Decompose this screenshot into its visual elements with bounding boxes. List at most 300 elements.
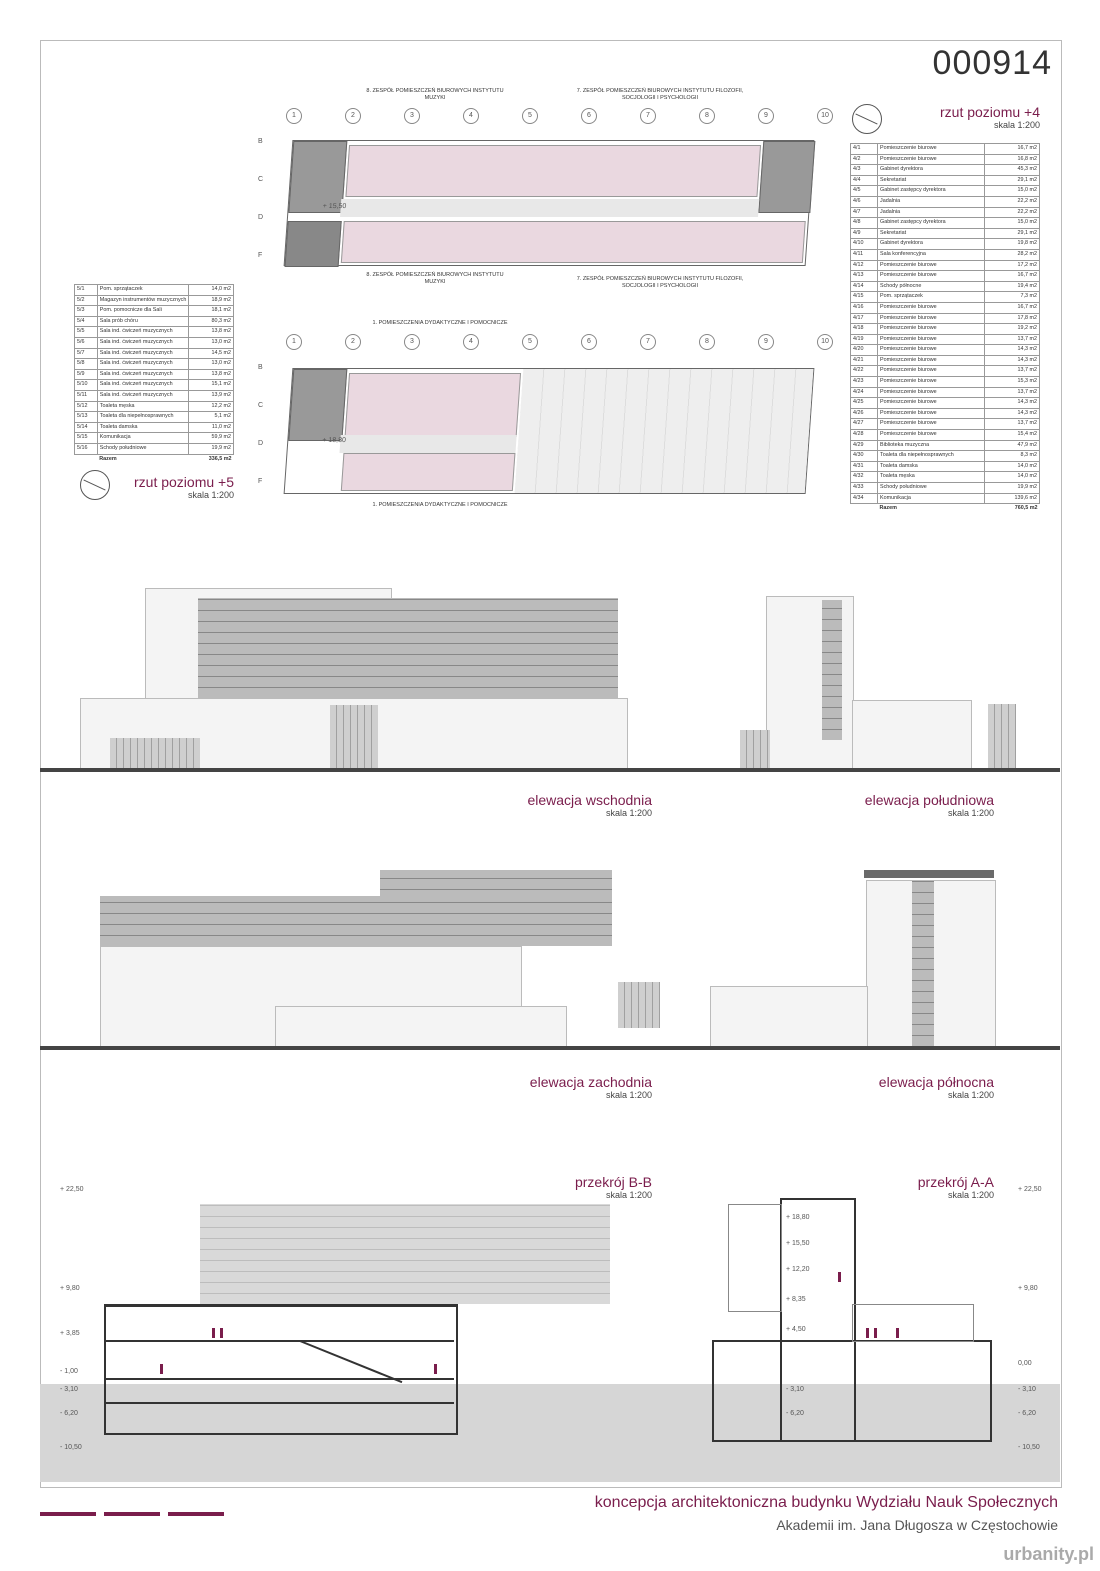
room-area: 19,4 m2: [985, 281, 1040, 292]
level-mark: + 15,50: [322, 203, 347, 210]
axis-marker: 2: [345, 108, 361, 124]
axis-marker: 1: [286, 108, 302, 124]
total-label: Razem: [879, 505, 897, 512]
room-number: 4/11: [851, 249, 878, 260]
axis-marker: 8: [699, 334, 715, 350]
background-volume: [852, 1304, 974, 1342]
room-area: 17,2 m2: [985, 260, 1040, 271]
room-row: [851, 218, 1040, 229]
room-table-5: [74, 284, 234, 464]
room-row: [851, 313, 1040, 324]
room-number: 4/26: [851, 408, 878, 419]
room-row: [851, 324, 1040, 335]
room-name: Jadalnia: [878, 196, 985, 207]
zone-label: 1. POMIESZCZENIA DYDAKTYCZNE I POMOCNICZE: [372, 320, 508, 326]
room-area: 18,1 m2: [189, 306, 234, 317]
room-name: Sala prób chóru: [97, 316, 189, 327]
footer-title: koncepcja architektoniczna budynku Wydziału Nauk Społecznych: [594, 1494, 1058, 1511]
top-floor-glazing: [380, 870, 612, 900]
elevation-north-caption: [760, 1074, 994, 1100]
roof-area: [515, 369, 814, 493]
room-name: Pomieszczenie biurowe: [878, 313, 985, 324]
room-name: Pomieszczenie biurowe: [878, 345, 985, 356]
room-row: [851, 472, 1040, 483]
level-marker: - 6,20: [60, 1410, 78, 1417]
axis-row-marker: C: [258, 176, 264, 183]
room-name: Pomieszczenie biurowe: [878, 260, 985, 271]
choir-hall: [345, 373, 521, 437]
room-number: 4/5: [851, 186, 878, 197]
section-aa-caption: [760, 1174, 994, 1200]
room-area: 59,9 m2: [189, 433, 234, 444]
room-name: Pomieszczenie biurowe: [878, 144, 985, 155]
room-number: 5/16: [75, 443, 98, 454]
room-area: 13,0 m2: [189, 359, 234, 370]
room-area: 16,8 m2: [985, 154, 1040, 165]
room-row: [851, 292, 1040, 303]
room-row: [75, 390, 234, 401]
room-area: 13,7 m2: [985, 387, 1040, 398]
axis-marker: 7: [640, 334, 656, 350]
room-name: Komunikacja: [97, 433, 189, 444]
room-row: [75, 433, 234, 444]
room-name: Pomieszczenie biurowe: [878, 366, 985, 377]
room-number: 4/19: [851, 334, 878, 345]
total-row: [75, 454, 234, 464]
room-name: Jadalnia: [878, 207, 985, 218]
room-number: 4/18: [851, 324, 878, 335]
room-area: 29,1 m2: [985, 228, 1040, 239]
room-number: 4/34: [851, 493, 878, 504]
room-number: 4/15: [851, 292, 878, 303]
section-bb-caption: [400, 1174, 652, 1200]
background-facade: [200, 1204, 610, 1304]
axis-marker: 6: [581, 334, 597, 350]
level-marker: - 10,50: [1018, 1444, 1040, 1451]
room-row: [851, 334, 1040, 345]
axis-marker: 2: [345, 334, 361, 350]
room-number: 4/2: [851, 154, 878, 165]
axis-marker: 8: [699, 108, 715, 124]
room-name: Sala ind. ćwiczeń muzycznych: [97, 390, 189, 401]
room-number: 4/23: [851, 377, 878, 388]
room-number: 5/9: [75, 369, 98, 380]
plan5-title: rzut poziomu +5: [134, 474, 234, 490]
room-area: 28,2 m2: [985, 249, 1040, 260]
room-row: [851, 196, 1040, 207]
room-row: [851, 165, 1040, 176]
room-name: Pomieszczenie biurowe: [878, 419, 985, 430]
room-area: 11,0 m2: [189, 422, 234, 433]
room-area: 29,1 m2: [985, 175, 1040, 186]
room-row: [851, 419, 1040, 430]
room-name: Schody południowe: [878, 483, 985, 494]
section-title: przekrój B-B: [574, 1174, 652, 1190]
room-row: [851, 440, 1040, 451]
room-name: Sala ind. ćwiczeń muzycznych: [97, 337, 189, 348]
room-area: 80,3 m2: [189, 316, 234, 327]
room-row: [851, 408, 1040, 419]
room-row: [851, 387, 1040, 398]
elevation-scale: skala 1:200: [605, 1090, 652, 1100]
room-number: 4/30: [851, 451, 878, 462]
axis-row-marker: F: [258, 478, 263, 485]
axis-row-marker: B: [258, 138, 263, 145]
plan4-scale: skala 1:200: [993, 120, 1040, 130]
room-name: Schody południowe: [97, 443, 189, 454]
room-row: [75, 316, 234, 327]
elevation-title: elewacja północna: [878, 1074, 994, 1090]
level-marker: + 15,50: [786, 1240, 810, 1247]
axis-marker: 3: [404, 334, 420, 350]
room-row: [75, 327, 234, 338]
room-row: [75, 295, 234, 306]
room-area: 14,5 m2: [189, 348, 234, 359]
room-area: 14,3 m2: [985, 355, 1040, 366]
elevation-south-caption: [760, 792, 994, 818]
room-number: 5/6: [75, 337, 98, 348]
room-row: [851, 430, 1040, 441]
floor-plan-5: [284, 368, 815, 494]
tower-glazing: [912, 880, 934, 1046]
axis-marker: 5: [522, 108, 538, 124]
room-row: [851, 260, 1040, 271]
room-name: Sala ind. ćwiczeń muzycznych: [97, 380, 189, 391]
room-area: 22,2 m2: [985, 207, 1040, 218]
room-area: 14,3 m2: [985, 398, 1040, 409]
slab: [104, 1340, 454, 1342]
room-name: Biblioteka muzyczna: [878, 440, 985, 451]
level-marker: + 22,50: [1018, 1186, 1042, 1193]
total-area: 760,5 m2: [1014, 505, 1038, 512]
room-number: 4/10: [851, 239, 878, 250]
room-name: Toaleta dla niepełnosprawnych: [878, 451, 985, 462]
room-name: Pomieszczenie biurowe: [878, 408, 985, 419]
room-number: 5/3: [75, 306, 98, 317]
level-marker: - 6,20: [786, 1410, 804, 1417]
room-name: Schody północne: [878, 281, 985, 292]
room-name: Pomieszczenie biurowe: [878, 355, 985, 366]
room-number: 4/7: [851, 207, 878, 218]
elevation-title: elewacja południowa: [864, 792, 994, 808]
room-number: 4/13: [851, 271, 878, 282]
level-marker: - 10,50: [60, 1444, 82, 1451]
room-number: 5/11: [75, 390, 98, 401]
cantilever: [618, 982, 660, 1028]
plan5-scale: skala 1:200: [187, 490, 234, 500]
podium-section: [712, 1340, 992, 1442]
glass-facade: [198, 598, 618, 698]
room-number: 5/12: [75, 401, 98, 412]
room-area: 19,9 m2: [985, 483, 1040, 494]
room-number: 4/32: [851, 472, 878, 483]
axis-row-marker: F: [258, 252, 263, 259]
room-row: [75, 443, 234, 454]
room-area: 13,7 m2: [985, 419, 1040, 430]
room-area: 13,0 m2: [189, 337, 234, 348]
room-row: [851, 366, 1040, 377]
section-title: przekrój A-A: [917, 1174, 994, 1190]
elevation-title: elewacja zachodnia: [529, 1074, 652, 1090]
level-marker: + 4,50: [786, 1326, 806, 1333]
corridor: [340, 199, 759, 217]
footer-accent-bars: [40, 1503, 232, 1521]
room-area: 7,3 m2: [985, 292, 1040, 303]
ground-line: [40, 768, 1060, 772]
room-area: 16,7 m2: [985, 302, 1040, 313]
plan4-title: rzut poziomu +4: [940, 104, 1040, 120]
room-area: 13,7 m2: [985, 366, 1040, 377]
roof-frame: [864, 870, 994, 878]
room-number: 5/13: [75, 412, 98, 423]
zone-label: 1. POMIESZCZENIA DYDAKTYCZNE I POMOCNICZE: [372, 502, 508, 508]
podium: [710, 986, 868, 1048]
axis-marker: 6: [581, 108, 597, 124]
room-row: [851, 461, 1040, 472]
room-area: 17,8 m2: [985, 313, 1040, 324]
room-row: [75, 422, 234, 433]
room-number: 4/9: [851, 228, 878, 239]
room-name: Pomieszczenie biurowe: [878, 387, 985, 398]
room-area: 15,0 m2: [985, 186, 1040, 197]
room-area: 22,2 m2: [985, 196, 1040, 207]
axis-marker: 1: [286, 334, 302, 350]
axis-marker: 10: [817, 334, 833, 350]
room-row: [851, 345, 1040, 356]
total-area: 336,5 m2: [208, 455, 232, 462]
zone-label: 8. ZESPÓŁ POMIESZCZEŃ BIUROWYCH INSTYTUTU MUZYKI: [366, 272, 504, 285]
room-area: 13,9 m2: [189, 390, 234, 401]
room-row: [851, 493, 1040, 504]
room-number: 5/5: [75, 327, 98, 338]
room-number: 4/21: [851, 355, 878, 366]
room-area: 47,9 m2: [985, 440, 1040, 451]
room-row: [851, 144, 1040, 155]
room-number: 4/27: [851, 419, 878, 430]
axis-marker: 10: [817, 108, 833, 124]
room-row: [851, 398, 1040, 409]
level-marker: + 18,80: [786, 1214, 810, 1221]
room-row: [75, 306, 234, 317]
room-number: 4/16: [851, 302, 878, 313]
level-marker: - 6,20: [1018, 1410, 1036, 1417]
room-area: 15,0 m2: [985, 218, 1040, 229]
room-name: Toaleta męska: [97, 401, 189, 412]
human-figure: [866, 1328, 869, 1338]
room-number: 4/25: [851, 398, 878, 409]
level-marker: + 3,85: [60, 1330, 80, 1337]
practice-rooms: [341, 453, 516, 491]
room-row: [851, 451, 1040, 462]
elevation-east-caption: [400, 792, 652, 818]
room-area: 5,1 m2: [189, 412, 234, 423]
total-row: [851, 504, 1040, 514]
elevation-west-caption: [400, 1074, 652, 1100]
room-name: Pomieszczenie biurowe: [878, 324, 985, 335]
glass-stair: [330, 705, 378, 768]
glass-block: [740, 730, 770, 768]
human-figure: [160, 1364, 163, 1374]
room-number: 5/4: [75, 316, 98, 327]
room-row: [851, 302, 1040, 313]
level-marker: + 22,50: [60, 1186, 84, 1193]
room-name: Magazyn instrumentów muzycznych: [97, 295, 189, 306]
level-marker: + 8,35: [786, 1296, 806, 1303]
room-number: 4/20: [851, 345, 878, 356]
room-row: [75, 285, 234, 296]
room-row: [851, 271, 1040, 282]
room-number: 5/7: [75, 348, 98, 359]
room-row: [851, 355, 1040, 366]
room-name: Pomieszczenie biurowe: [878, 430, 985, 441]
room-area: 16,7 m2: [985, 144, 1040, 155]
axis-marker: 9: [758, 108, 774, 124]
zone-label: 8. ZESPÓŁ POMIESZCZEŃ BIUROWYCH INSTYTUTU MUZYKI: [366, 88, 504, 101]
room-area: 18,9 m2: [189, 295, 234, 306]
room-number: 4/17: [851, 313, 878, 324]
podium: [852, 700, 972, 770]
room-row: [851, 249, 1040, 260]
room-number: 4/22: [851, 366, 878, 377]
background-tower: [728, 1204, 782, 1312]
level-marker: + 12,20: [786, 1266, 810, 1273]
human-figure: [434, 1364, 437, 1374]
axis-row-marker: B: [258, 364, 263, 371]
level-mark: + 18,80: [322, 437, 347, 444]
human-figure: [874, 1328, 877, 1338]
room-area: 15,3 m2: [985, 377, 1040, 388]
room-row: [851, 175, 1040, 186]
room-name: Pomieszczenie biurowe: [878, 154, 985, 165]
room-area: 19,2 m2: [985, 324, 1040, 335]
room-area: 45,3 m2: [985, 165, 1040, 176]
office-row-south: [341, 221, 806, 263]
room-number: 5/2: [75, 295, 98, 306]
elevation-scale: skala 1:200: [605, 808, 652, 818]
section-scale: skala 1:200: [605, 1190, 652, 1200]
room-row: [851, 377, 1040, 388]
room-area: 14,0 m2: [189, 285, 234, 296]
room-number: 4/31: [851, 461, 878, 472]
room-name: Sala ind. ćwiczeń muzycznych: [97, 348, 189, 359]
room-name: Pomieszczenie biurowe: [878, 377, 985, 388]
room-name: Sala ind. ćwiczeń muzycznych: [97, 359, 189, 370]
room-row: [851, 228, 1040, 239]
room-table-4: [850, 143, 1040, 514]
room-number: 4/12: [851, 260, 878, 271]
room-row: [75, 359, 234, 370]
total-label: [75, 454, 98, 464]
room-number: 4/4: [851, 175, 878, 186]
podium: [275, 1006, 567, 1048]
section-scale: skala 1:200: [947, 1190, 994, 1200]
axis-marker: 9: [758, 334, 774, 350]
room-name: Pom. sprzątaczek: [97, 285, 189, 296]
glass-facade: [100, 896, 612, 946]
room-name: Toaleta męska: [878, 472, 985, 483]
room-name: Sala konferencyjna: [878, 249, 985, 260]
level-marker: + 9,80: [1018, 1285, 1038, 1292]
room-name: Sala ind. ćwiczeń muzycznych: [97, 327, 189, 338]
glass-entrance: [110, 738, 200, 768]
room-name: Toaleta damska: [878, 461, 985, 472]
total-label: [851, 504, 878, 514]
glass-block: [988, 704, 1016, 768]
room-row: [75, 412, 234, 423]
office-row-north: [345, 145, 761, 197]
section-cut: [104, 1304, 458, 1435]
human-figure: [896, 1328, 899, 1338]
room-area: 14,3 m2: [985, 345, 1040, 356]
axis-row-marker: D: [258, 214, 264, 221]
axis-marker: 5: [522, 334, 538, 350]
level-marker: - 3,10: [1018, 1386, 1036, 1393]
axis-marker: 4: [463, 108, 479, 124]
room-row: [851, 154, 1040, 165]
plan4-title-block: [860, 104, 1040, 130]
footer-subtitle: Akademii im. Jana Długosza w Częstochowie: [776, 1517, 1058, 1533]
room-name: Pom. sprzątaczek: [878, 292, 985, 303]
level-marker: - 1,00: [60, 1368, 78, 1375]
level-marker: - 3,10: [786, 1386, 804, 1393]
room-name: Pomieszczenie biurowe: [878, 271, 985, 282]
room-number: 4/6: [851, 196, 878, 207]
elevation-scale: skala 1:200: [947, 808, 994, 818]
room-name: Gabinet dyrektora: [878, 165, 985, 176]
room-area: 19,9 m2: [189, 443, 234, 454]
room-area: 15,4 m2: [985, 430, 1040, 441]
slab: [104, 1378, 454, 1380]
room-name: Gabinet zastępcy dyrektora: [878, 186, 985, 197]
board-id: 000914: [932, 44, 1052, 82]
room-row: [75, 348, 234, 359]
tower-glazing: [822, 600, 842, 740]
room-area: 19,8 m2: [985, 239, 1040, 250]
elevation-scale: skala 1:200: [947, 1090, 994, 1100]
plan5-title-block: [60, 474, 234, 500]
room-row: [75, 337, 234, 348]
room-number: 5/15: [75, 433, 98, 444]
room-row: [851, 281, 1040, 292]
room-name: Gabinet zastępcy dyrektora: [878, 218, 985, 229]
room-name: Pomieszczenie biurowe: [878, 334, 985, 345]
room-name: Pom. pomocnicze dla Sali: [97, 306, 189, 317]
room-row: [851, 207, 1040, 218]
room-area: 8,3 m2: [985, 451, 1040, 462]
level-marker: - 3,10: [60, 1386, 78, 1393]
axis-marker: 4: [463, 334, 479, 350]
room-area: 16,7 m2: [985, 271, 1040, 282]
level-marker: 0,00: [1018, 1360, 1032, 1367]
room-row: [75, 380, 234, 391]
room-area: 15,1 m2: [189, 380, 234, 391]
room-area: 12,2 m2: [189, 401, 234, 412]
room-row: [851, 186, 1040, 197]
room-number: 5/14: [75, 422, 98, 433]
axis-row-marker: C: [258, 402, 264, 409]
zone-label: 7. ZESPÓŁ POMIESZCZEŃ BIUROWYCH INSTYTUTU FILOZOFII, SOCJOLOGII I PSYCHOLOGII: [576, 88, 744, 101]
staircase: [288, 369, 347, 441]
room-number: 5/8: [75, 359, 98, 370]
room-row: [75, 401, 234, 412]
zone-label: 7. ZESPÓŁ POMIESZCZEŃ BIUROWYCH INSTYTUTU FILOZOFII, SOCJOLOGII I PSYCHOLOGII: [576, 276, 744, 289]
total-label: Razem: [99, 455, 117, 462]
human-figure: [212, 1328, 215, 1338]
room-number: 5/10: [75, 380, 98, 391]
room-number: 4/33: [851, 483, 878, 494]
room-area: 14,0 m2: [985, 472, 1040, 483]
room-area: 14,0 m2: [985, 461, 1040, 472]
